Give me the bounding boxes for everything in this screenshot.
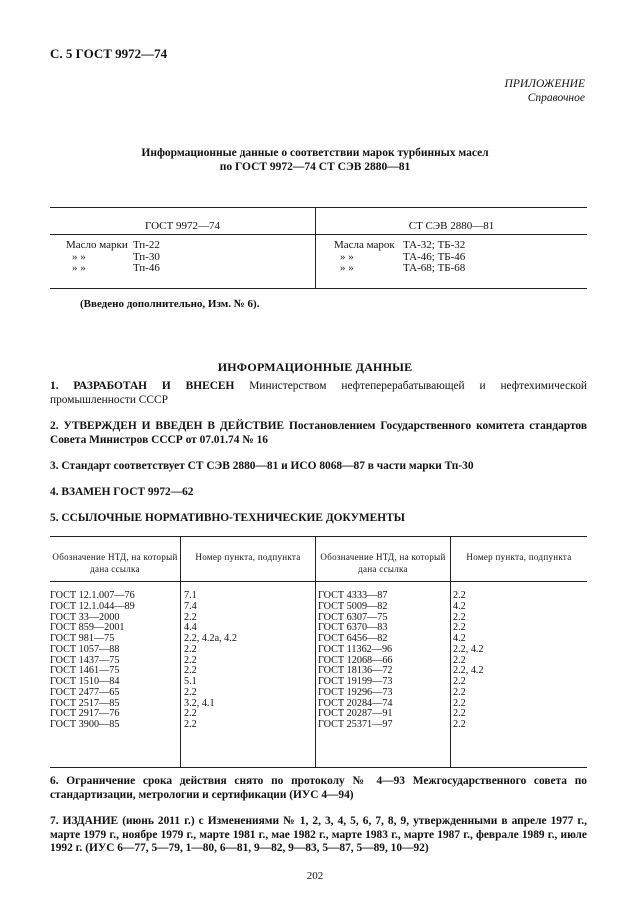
ref-clause: 3.2, 4.1 <box>184 697 215 709</box>
correspondence-table <box>50 207 587 289</box>
info-item-3: 3. Стандарт соответствует СТ СЭВ 2880—81 и ИСО 8068—87 в части марки Тп-30 <box>50 460 474 472</box>
ref-doc: ГОСТ 25371—97 <box>318 719 393 730</box>
ref-clause: 7.4 <box>184 600 197 612</box>
ref-clause: 7.1 <box>184 590 197 601</box>
ref-doc: ГОСТ 12.1.044—89 <box>50 600 135 612</box>
ref-clause: 2.2 <box>453 622 466 634</box>
table-row: » » ТА-68; ТБ-68 <box>340 262 466 274</box>
ref-doc: ГОСТ 11362—96 <box>318 643 393 655</box>
ref-clause: 5.1 <box>184 676 197 687</box>
refs-docs-right <box>318 591 393 731</box>
ref-doc: ГОСТ 4333—87 <box>318 590 388 601</box>
ref-clause: 2.2 <box>184 719 197 730</box>
appendix-type: Справочное <box>527 92 585 104</box>
table-row: » » Тп-46 <box>72 262 160 274</box>
page-header: С. 5 ГОСТ 9972—74 <box>50 46 168 61</box>
ref-doc: ГОСТ 1510—84 <box>50 676 120 687</box>
ref-doc: ГОСТ 6307—75 <box>318 611 388 623</box>
ref-doc: ГОСТ 6370—83 <box>318 622 388 634</box>
table-column-divider <box>180 536 181 768</box>
ref-doc: ГОСТ 2517—85 <box>50 697 120 709</box>
ref-doc: ГОСТ 5009—82 <box>318 600 388 612</box>
ref-clause: 2.2 <box>184 708 197 720</box>
ref-clause: 2.2 <box>453 719 466 730</box>
ref-doc: ГОСТ 19199—73 <box>318 676 393 687</box>
ref-doc: ГОСТ 1437—75 <box>50 654 120 666</box>
ref-doc: ГОСТ 859—2001 <box>50 622 125 634</box>
table-rule-bottom <box>50 288 587 289</box>
correspondence-title-line-2: по ГОСТ 9972—74 СТ СЭВ 2880—81 <box>219 161 411 173</box>
refs-header-clause-1: Номер пункта, подпункта <box>195 552 301 562</box>
info-item-5: 5. ССЫЛОЧНЫЕ НОРМАТИВНО-ТЕХНИЧЕСКИЕ ДОКУМЕНТЫ <box>50 512 405 524</box>
ref-clause: 2.2 <box>453 686 466 698</box>
table-header-st-sev: СТ СЭВ 2880—81 <box>408 220 495 232</box>
references-table <box>50 536 587 768</box>
refs-header-doc-1: Обозначение НТД, на который дана ссылка <box>52 552 178 574</box>
refs-docs-left <box>50 591 135 731</box>
ref-clause: 2.2 <box>184 643 197 655</box>
ref-clause: 2.2 <box>453 676 466 687</box>
appendix-label <box>505 77 585 105</box>
ref-doc: ГОСТ 2477—65 <box>50 686 120 698</box>
info-item-6: 6. Ограничение срока действия снято по протоколу № 4—93 Межгосударственного совета по стандартизации, метрологии и сертификации (ИУС 4—94) <box>50 775 588 801</box>
amendment-note: (Введено дополнительно, Изм. № 6). <box>80 298 260 310</box>
table-rule-top <box>50 207 587 208</box>
ref-doc: ГОСТ 20287—91 <box>318 708 393 720</box>
ref-clause: 2.2 <box>453 590 466 601</box>
ref-clause: 2.2 <box>453 654 466 666</box>
ref-doc: ГОСТ 2917—76 <box>50 708 120 720</box>
refs-clauses-right <box>453 591 484 731</box>
page-number: 202 <box>306 870 324 882</box>
table-rule-header <box>50 581 587 582</box>
ref-doc: ГОСТ 19296—73 <box>318 686 393 698</box>
ref-clause: 2.2, 4.2а, 4.2 <box>184 633 237 644</box>
table-rule-top <box>50 536 587 537</box>
ref-doc: ГОСТ 20284—74 <box>318 697 393 709</box>
info-section-title: ИНФОРМАЦИОННЫЕ ДАННЫЕ <box>217 360 413 374</box>
ref-doc: ГОСТ 981—75 <box>50 633 115 644</box>
refs-clauses-left <box>184 591 237 731</box>
ref-clause: 2.2 <box>184 665 197 677</box>
ref-clause: 2.2 <box>184 686 197 698</box>
correspondence-title-line-1: Информационные данные о соответствии марок турбинных масел <box>141 147 489 159</box>
appendix-title: ПРИЛОЖЕНИЕ <box>504 78 585 90</box>
info-item-7: 7. ИЗДАНИЕ (июнь 2011 г.) с Изменениями № 1, 2, 3, 4, 5, 6, 7, 8, 9, утвержденными в апреле 1977 г., марте 1979 г., ноябре 1979 г., марте 1981 г., мае 1982 г., марте 1983 г., марте 1987 г., феврале 1989 г., июле 1992 г. (ИУС 6—77, 5—79, 1—80, 6—81, 9—82, 9—83, 5—87, 5—89, 10—92) <box>50 815 587 854</box>
ref-clause: 2.2 <box>453 611 466 623</box>
ref-clause: 2.2 <box>184 654 197 666</box>
table-row: » » Тп-30 <box>72 250 160 263</box>
ref-doc: ГОСТ 1057—88 <box>50 643 120 655</box>
table-column-divider <box>450 536 451 768</box>
ref-clause: 4.2 <box>453 633 466 644</box>
ref-clause: 2.2 <box>184 611 197 623</box>
refs-header-clause-2: Номер пункта, подпункта <box>466 552 572 562</box>
ref-doc: ГОСТ 1461—75 <box>50 665 120 677</box>
info-item-4: 4. ВЗАМЕН ГОСТ 9972—62 <box>50 486 194 498</box>
ref-clause: 4.4 <box>184 622 197 634</box>
ref-doc: ГОСТ 33—2000 <box>50 611 120 623</box>
info-item-1: 1. РАЗРАБОТАН И ВНЕСЕН Министерством нефтеперерабатывающей и нефтехимической промышленности СССР <box>50 380 587 406</box>
table-row: Масла марок ТА-32; ТБ-32 <box>334 239 466 251</box>
ref-clause: 2.2 <box>453 697 466 709</box>
ref-clause: 2.2, 4.2 <box>453 665 484 677</box>
table-rule-bottom <box>50 767 587 768</box>
gost-grades-column <box>66 240 160 275</box>
ref-doc: ГОСТ 18136—72 <box>318 665 393 677</box>
ref-doc: ГОСТ 12068—66 <box>318 654 393 666</box>
ref-clause: 2.2, 4.2 <box>453 643 484 655</box>
ref-clause: 4.2 <box>453 600 466 612</box>
ref-doc: ГОСТ 6456—82 <box>318 633 388 644</box>
table-header-gost: ГОСТ 9972—74 <box>145 220 220 232</box>
table-row: » » ТА-46; ТБ-46 <box>340 250 466 263</box>
ref-clause: 2.2 <box>453 708 466 720</box>
info-item-2: 2. УТВЕРЖДЕН И ВВЕДЕН В ДЕЙСТВИЕ Постановлением Государственного комитета стандартов Совета Министров СССР от 07.01.74 № 16 <box>50 420 587 446</box>
refs-header-doc-2: Обозначение НТД, на который дана ссылка <box>320 552 446 574</box>
table-rule-header <box>50 234 587 235</box>
st-sev-grades-column <box>334 240 465 275</box>
table-row: Масло марки Тп-22 <box>66 239 160 251</box>
ref-doc: ГОСТ 12.1.007—76 <box>50 590 135 601</box>
ref-doc: ГОСТ 3900—85 <box>50 719 120 730</box>
correspondence-title <box>0 146 630 174</box>
